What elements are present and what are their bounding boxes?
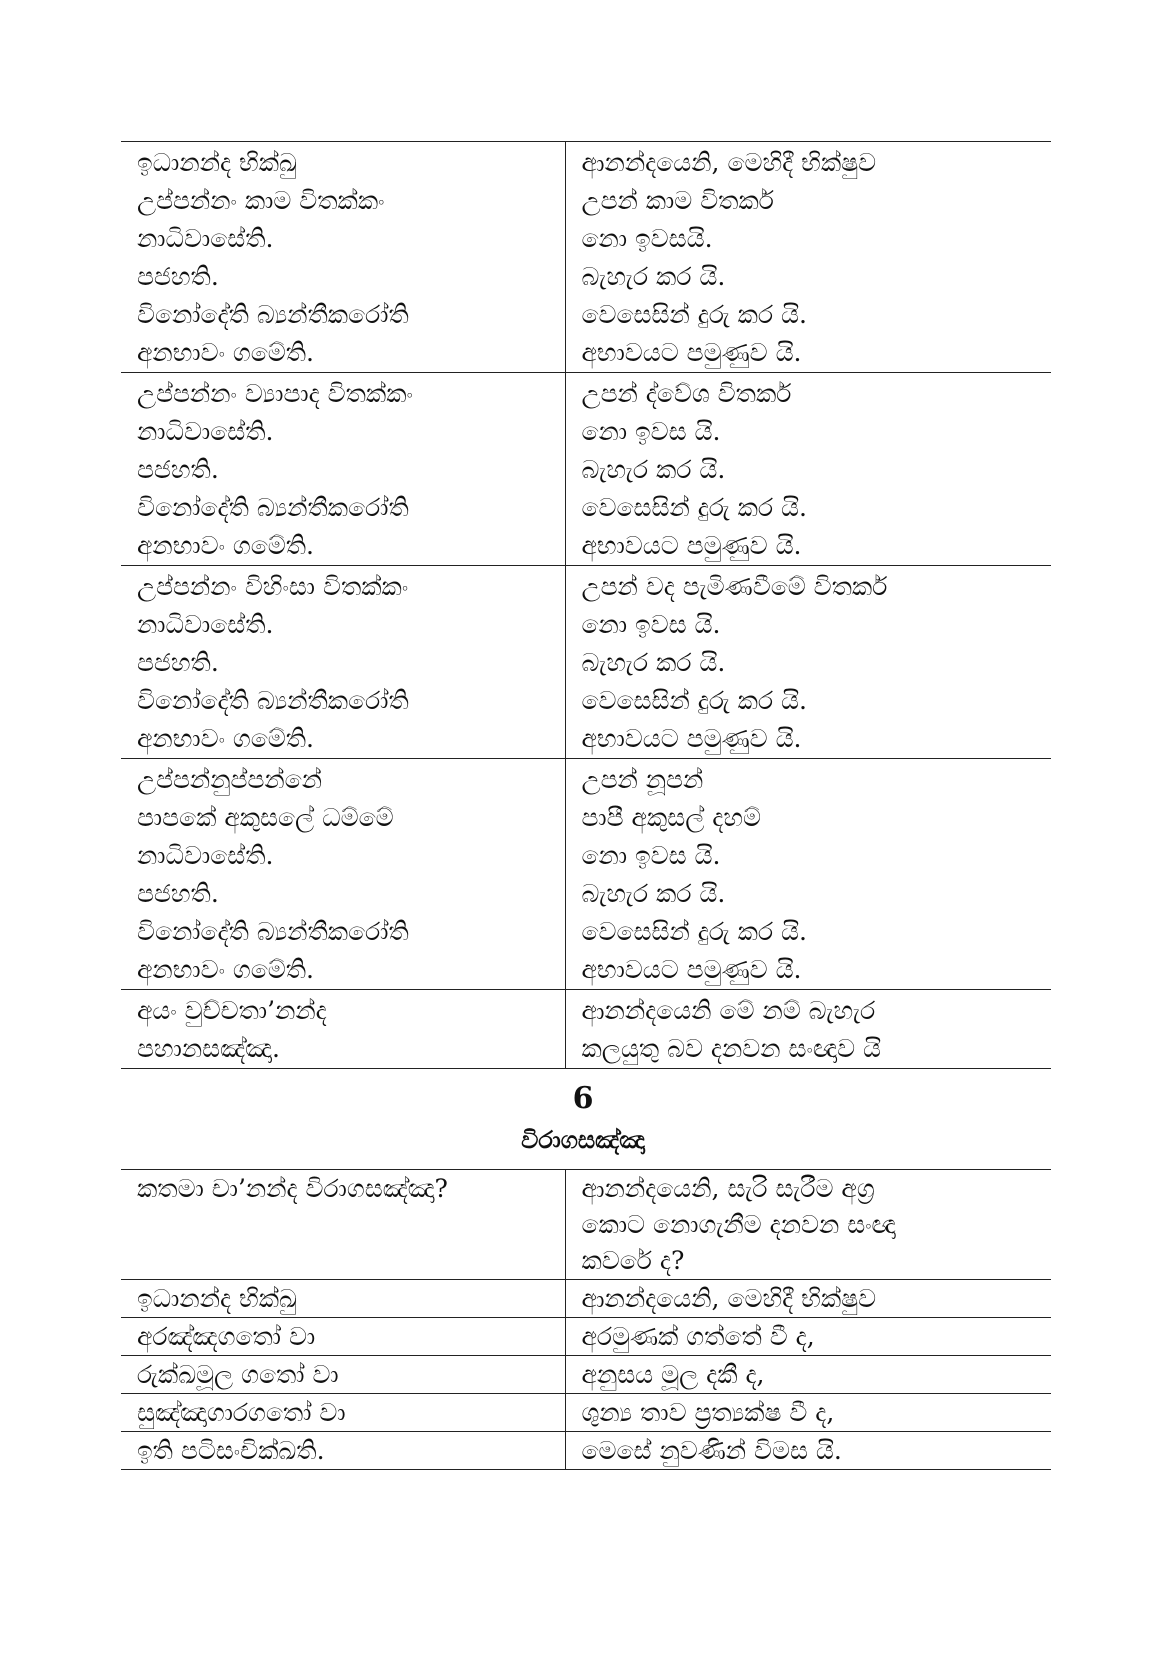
pali-line: අයං වුච්චතා’නන්ද [137,996,327,1025]
sinhala-line: කොට නොගැනීම දනවන සංඥා [581,1210,896,1239]
pali-line: උප්පන්නං කාම විතක්කං [137,186,385,215]
pali-line: පජහති. [137,648,219,677]
sinhala-line: නො ඉවස යි. [581,610,721,639]
pali-cell [121,990,565,1069]
sinhala-line: අනුසය මූල දකී ද, [581,1360,765,1389]
table-row [121,1356,1051,1394]
pali-line: ඉධානන්ද භික්ඛු [137,148,297,177]
pali-cell [121,566,565,759]
pali-cell [121,142,565,373]
sinhala-line: අභාවයට පමුණුව යි. [581,724,802,753]
sinhala-cell [565,566,1051,759]
table-row [121,1280,1051,1318]
table-row [121,566,1051,759]
parallel-text-table-2 [121,1169,1051,1470]
pali-line: පාපකේ අකුසලේ ධම්මේ [137,803,394,832]
pali-line: අරඤ්ඤගතෝ වා [137,1322,316,1351]
sinhala-line: පාපී අකුසල් දහම් [581,803,761,832]
pali-line: විනෝදේති බ්‍යන්තීකරෝති [137,300,409,329]
pali-line: පහානසඤ්ඤා. [137,1034,280,1063]
pali-line: අනභාවං ගමේති. [137,955,314,984]
sinhala-line: නො ඉවසයි. [581,224,713,253]
table-row [121,990,1051,1069]
table-row [121,1318,1051,1356]
pali-cell [121,373,565,566]
table-row [121,1394,1051,1432]
table-row [121,142,1051,373]
pali-line: නාධිවාසේති. [137,841,274,870]
pali-line: නාධිවාසේති. [137,610,274,639]
sinhala-line: නො ඉවස යි. [581,417,721,446]
pali-line: පජහති. [137,455,219,484]
table-1-body [121,142,1051,1069]
sinhala-line: අභාවයට පමුණුව යි. [581,531,802,560]
sinhala-cell [565,1394,1051,1432]
sinhala-line: ආනන්දයෙනි, සැරි සැරීම අග්‍ර [581,1174,875,1203]
pali-line: විනෝදේති බ්‍යන්තීකරෝති [137,686,409,715]
table-row [121,1170,1051,1280]
pali-cell [121,1432,565,1470]
pali-cell [121,759,565,990]
pali-cell [121,1394,565,1432]
table-2-body [121,1170,1051,1470]
sinhala-cell [565,759,1051,990]
sinhala-cell [565,142,1051,373]
sinhala-line: බැහැර කර යි. [581,262,726,291]
pali-line: ඉධානන්ද භික්ඛු [137,1284,297,1313]
table-row [121,759,1051,990]
sinhala-line: අභාවයට පමුණුව යි. [581,955,802,984]
pali-line: සුඤ්ඤාගාරගතෝ වා [137,1398,346,1427]
pali-line: අනභාවං ගමේති. [137,531,314,560]
sinhala-line: බැහැර කර යි. [581,648,726,677]
pali-line: උප්පන්නං විහිංසා විතක්කං [137,572,409,601]
sinhala-cell [565,1356,1051,1394]
pali-line: නාධිවාසේති. [137,417,274,446]
pali-cell [121,1356,565,1394]
sinhala-line: උපන් කාම විතර්ක [581,186,774,215]
sinhala-line: ආනන්දයෙනි, මෙහිදී භික්ෂුව [581,148,877,177]
sinhala-line: උපන් වද පැමිණවීමේ විතර්ක [581,572,888,601]
pali-line: පජහති. [137,879,219,908]
pali-line: විනෝදේති බ්‍යන්තීකරෝති [137,493,409,522]
sinhala-line: ශුන්‍ය තාව ප්‍රත්‍යක්ෂ වී ද, [581,1398,835,1427]
pali-line: විනෝදේති බ්‍යන්තීකරෝති [137,917,409,946]
sinhala-cell [565,1280,1051,1318]
sinhala-line: ආනන්දයෙනි, මෙහිදී භික්ෂුව [581,1284,877,1313]
sinhala-line: වෙසෙසින් දුරු කර යි. [581,917,807,946]
sinhala-line: අරමුණක් ගත්තේ වී ද, [581,1322,815,1351]
section-number: 6 [572,1081,594,1116]
sinhala-line: කලයුතු බව දනවන සංඥාව යි [581,1034,881,1063]
pali-cell [121,1318,565,1356]
pali-line: රුක්ඛමූල ගතෝ වා [137,1360,339,1389]
sinhala-line: බැහැර කර යි. [581,455,726,484]
sinhala-cell [565,373,1051,566]
pali-line: ඉති පටිසංචික්ඛති. [137,1436,325,1465]
sinhala-line: ආනන්දයෙනි මේ නම් බැහැර [581,996,876,1025]
pali-line: නාධිවාසේති. [137,224,274,253]
sinhala-line: මෙසේ නුවණින් විමස යි. [581,1436,842,1465]
pali-line: කතමා චා’නන්ද විරාගසඤ්ඤා? [137,1174,448,1203]
sinhala-line: වෙසෙසින් දුරු කර යි. [581,686,807,715]
sinhala-line: බැහැර කර යි. [581,879,726,908]
sinhala-line: නො ඉවස යි. [581,841,721,870]
sinhala-line: උපන් නූපන් [581,765,704,794]
table-row [121,373,1051,566]
pali-cell [121,1170,565,1280]
sinhala-line: අභාවයට පමුණුව යි. [581,338,802,367]
sinhala-cell [565,990,1051,1069]
sinhala-cell [565,1318,1051,1356]
sinhala-cell [565,1170,1051,1280]
section-title: විරාගසඤ්ඤා [521,1125,645,1154]
pali-line: පජහති. [137,262,219,291]
sinhala-line: වෙසෙසින් දුරු කර යි. [581,493,807,522]
parallel-text-table-1 [121,141,1051,1069]
sinhala-cell [565,1432,1051,1470]
pali-line: උප්පන්නුප්පන්නේ [137,765,323,794]
sinhala-line: වෙසෙසින් දුරු කර යි. [581,300,807,329]
pali-line: උප්පන්නං ව්‍යාපාද විතක්කං [137,379,413,408]
table-row [121,1432,1051,1470]
pali-line: අනභාවං ගමේති. [137,724,314,753]
sinhala-line: කවරේ ද? [581,1246,685,1275]
pali-line: අනභාවං ගමේති. [137,338,314,367]
pali-cell [121,1280,565,1318]
sinhala-line: උපන් ද්වේශ විතර්ක [581,379,792,408]
